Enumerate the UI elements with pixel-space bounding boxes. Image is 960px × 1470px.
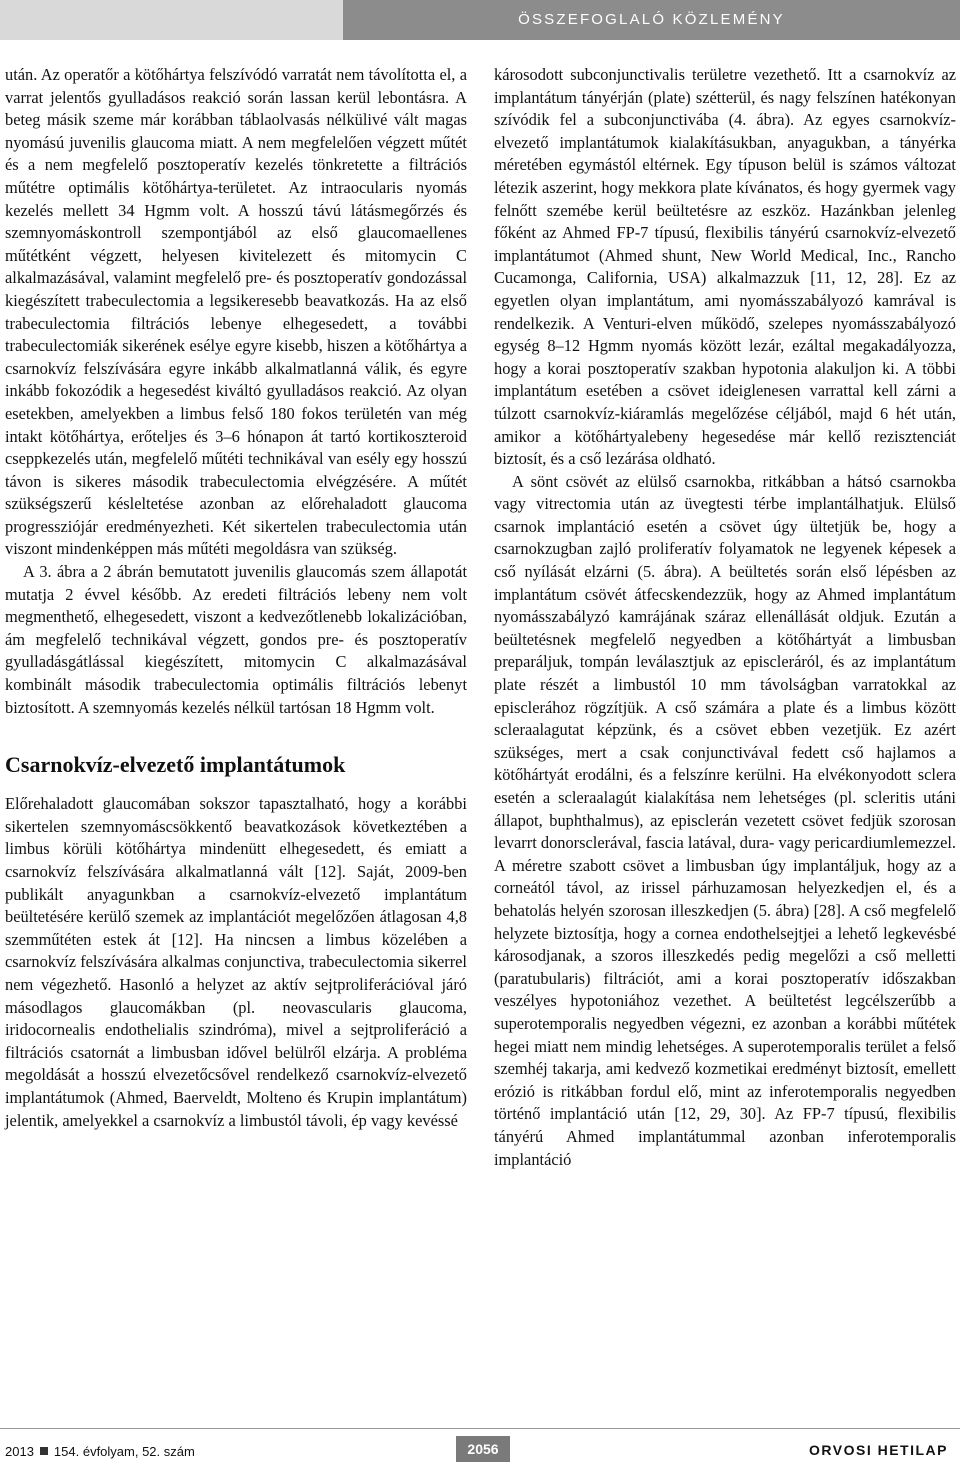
right-paragraph-1: károsodott subconjunctivalis területre vezethető. Itt a csarnokvíz az implantátum tányérján (plate) szétterül, és nagy felszínen hatékonyan szívódik fel a subconjunctivába (4. ábra). Az egyes csarnokvíz-elvezető implantátumok kialakításukban, anyagukban, a tányérka méretében egymástól eltérnek. Egy típuson belül is számos változat létezik aszerint, hogy mekkora plate kívánatos, és hogy gyermek vagy felnőtt szemébe kerül beültetésre az eszköz. Hazánkban jelenleg főként az Ahmed FP-7 típusú, flexibilis tányérú csarnokvíz-elvezető implantátumot (Ahmed shunt, New World Medical, Inc., Rancho Cucamonga, California, USA) alkalmazzuk [11, 12, 28]. Ez az egyetlen olyan implantátum, ami nyomásszabályozó kamrával is rendelkezik. A Venturi-elven működő, szelepes nyomásszabályozó egység 8–12 Hgmm nyomás között lezár, ezáltal megakadályozza, hogy a korai posztoperatív szakban hypotonia alakuljon ki. A többi implantátum esetében a csövet ideiglenesen varrattal kell zárni a túlzott csarnokvíz-kiáramlás megelőzése céljából, majd 6 hét után, amikor a kötőhártyalebeny hegesedése már kellő rezisztenciát biztosít, és a cső lezárása oldható. [494,65,956,469]
left-paragraph-3: Előrehaladott glaucomában sokszor tapasztalható, hogy a korábbi sikertelen szemnyomáscsökkentő beavatkozások következtében a limbus körüli kötőhártya mindenütt elhegesedett, és emiatt a csarnokvíz felszívására alkalmatlanná vált [12]. Saját, 2009-ben publikált anyagunkban a csarnokvíz-elvezető implantátum beültetésére kerülő szemek az implantációt megelőzően átlagosan 4,8 szemműtéten estek át [12]. Ha nincsen a limbus közelében a csarnokvíz felszívására alkalmas conjunctiva, trabeculectomia sikerrel nem végezhető. Hasonló a helyzet az aktív sejtproliferációval járó másodlagos glaucomákban (pl. neovascularis glaucoma, iridocornealis endothelialis szindróma), mivel a sejtproliferáció a filtrációs csatornát a limbusban idővel belülről elzárja. A probléma megoldását a hosszú elvezetőcsővel rendelkező csarnokvíz-elvezető implantátumok (Ahmed, Baerveldt, Molteno és Krupin implantátum) jelentik, amelyekkel a csarnokvíz a limbustól távoli, ép vagy kevéssé [5,794,467,1130]
footer-citation [5,1444,195,1459]
journal-name: ORVOSI HETILAP [809,1442,948,1458]
right-paragraph-2: A sönt csövét az elülső csarnokba, ritkábban a hátsó csarnokba vagy vitrectomia után az üvegtesti térbe implantálhatjuk. Elülső csarnok implantáció esetén a csövet úgy ültetjük be, hogy a csarnokzugban zajló proliferatív folyamatok ne legyenek képesek a cső nyílását elzárni (5. ábra). A beültetés során első lépésben az implantátum csövét átfecskendezzük, hogy az Ahmed implantátum nyomásszabályzó kamrájának száraz ellenállását oldjuk. Ezután a beültetésnek megfelelő negyedben a kötőhártyát a limbusban preparáljuk, tompán leválasztjuk az episcleráról, és az implantátum plate részét a limbustól 10 mm távolságban varratokkal az episclerához rögzítjük. A cső számára a plate és a limbus között scleraalagutat képzünk, és a csövet ebben vezetjük. Ez azért szükséges, mert a csak conjunctivával fedett cső hajlamos a kötőhártyát erodálni, és a felszínre kerülni. Ha elvékonyodott sclera esetén a scleraalagút kialakítása nem lehetséges (pl. scleritis utáni állapot, buphthalmus), az episclerán vezetett csövet fedjük szorosan levarrt donorsclerával, fascia latával, dura- vagy pericardiumlemezzel. A méretre szabott csövet a limbusban úgy implantáljuk, hogy az a corneától távol, az irissel párhuzamosan helyezkedjen el, és a behatolás helyén szorosan illeszkedjen (5. ábra) [28]. A cső megfelelő helyzete biztosítja, hogy a cornea endothelsejtjei a lehető legkevésbé károsodjanak, a szoros illeszkedés pedig megelőzi a cső melletti (paratubularis) filtrációt, ami a korai posztoperatív időszakban veszélyes hypotoniához vezethet. A beültetést legcélszerűbb a superotemporalis negyedben végezni, ez azonban a korábbi műtétek hegei miatt nem mindig lehetséges. A superotemporalis terület a felső szemhéj takarja, ami kedvező kozmetikai eredményt biztosít, emellett erózió is ritkábban fordul elő, mint az inferotemporalis negyedben történő implantáció után [12, 29, 30]. Az FP-7 típusú, flexibilis tányérú Ahmed implantátummal azonban inferotemporalis implantáció [494,471,956,1169]
right-column [494,64,956,1171]
page-number: 2056 [456,1436,510,1462]
left-paragraph-1: után. Az operatőr a kötőhártya felszívódó varratát nem távolította el, a varrat jelentős gyulladásos reakció során lassan kerül lebontásra. A beteg másik szeme már korábban táblaolvasás nélkülivé vált magas nyomású juvenilis glaucoma miatt. A nem megfelelően végzett műtét és a nem megfelelő posztoperatív kezelés tönkretette a filtrációs műtétre optimális kötőhártya-területet. Az intraocularis nyomás kezelés mellett 34 Hgmm volt. A hosszú távú látásmegőrzés és szemnyomáskontroll szempontjából az első glaucomaellenes műtétként végzett, helyesen kivitelezett és mitomycin C alkalmazásával, valamint megfelelő pre- és posztoperatív gondozással kiegészített trabeculectomia a legsikeresebb beavatkozás. Ha az első trabeculectomia filtrációs lebenye elhegesedett, a további trabeculectomiák sikerének esélye egyre kisebb, hiszen a kötőhártya a csarnokvíz felszívására egyre inkább alkalmatlanná válik, és egyre inkább fokozódik a hegesedést kiváltó gyulladásos reakció. Az olyan esetekben, amelyekben a limbus felső 180 fokos területén van még intakt kötőhártya, erőteljes és 3–6 hónapon át tartó kortikoszteroid cseppkezelés után, megfelelő műtéti technikával van esély egy hosszú távon is sikeres második trabeculectomia elvégzésére. A műtét szükségszerű késleltetése azonban az előrehaladott glaucoma progressziójár eredményezheti. Két sikertelen trabeculectomia után viszont mindenképpen más műtéti megoldásra van szükség. [5,65,467,559]
section-label: ÖSSZEFOGLALÓ KÖZLEMÉNY [518,11,785,28]
section-label-box [343,0,960,40]
square-bullet-icon [40,1447,48,1455]
footer-rule [0,1428,960,1429]
footer-year: 2013 [5,1444,34,1459]
footer-volume: 154. évfolyam, 52. szám [53,1444,195,1459]
left-paragraph-2: A 3. ábra a 2 ábrán bemutatott juvenilis glaucomás szem állapotát mutatja 2 évvel később. Az eredeti filtrációs lebeny nem volt megmenthető, elhegesedett, viszont a kedvezőtlenebb lokalizációban, ám megfelelő technikával végzett, gondos pre- és posztoperatív gyulladásgátlással kiegészített, mitomycin C alkalmazásával kombinált második trabeculectomia optimális filtrációs lebenyt biztosított. A szemnyomás kezelés nélkül tartósan 18 Hgmm volt. [5,562,467,717]
section-heading: Csarnokvíz-elvezető implantátumok [5,752,346,778]
left-column [5,64,467,1132]
